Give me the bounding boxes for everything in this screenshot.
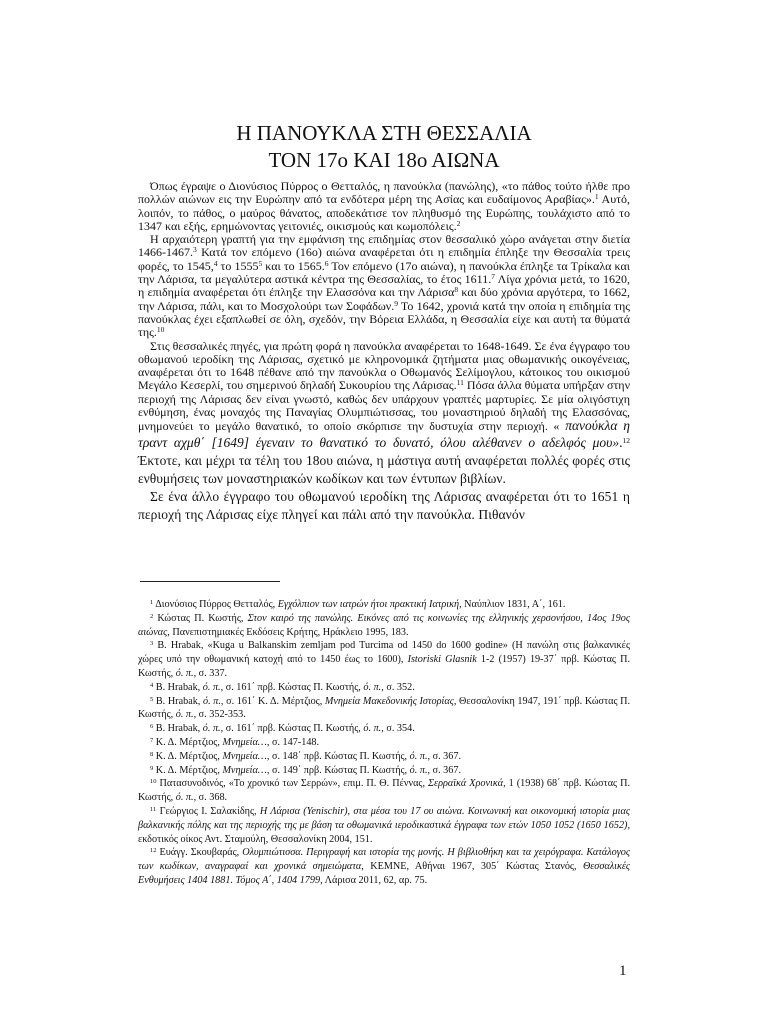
footnote-text: B. Hrabak,: [153, 695, 203, 707]
paragraph-3-text-d: Έκτοτε, και μέχρι τα τέλη του 18ου αιώνα, η μάστιγα αυτή αναφέρεται πολλές φορές στις ενθυμήσεις των μοναστηριακών κωδίκων και των έντυπων βιβλίων.: [138, 452, 630, 486]
page-number: 1: [619, 963, 627, 979]
paragraph-2-text-h: Το 1642, χρονιά κατά την οποία η επιδημία της πανούκλας έχει εξαπλωθεί σε όλη, σχεδόν, την Βόρεια Ελλάδα, η Θεσσαλία είχε και αυτή τα θύματά της.: [138, 298, 630, 340]
paragraph-2-text-g: και δύο χρόνια αργότερα, το 1662, την Λάρισα, πάλι, και το Μοσχολούρι των Σοφάδων.: [138, 285, 630, 313]
footnote-italic: Στον καιρό της πανώλης. Εικόνες από τις κοινωνίες της ελληνικής χερσονήσου, 14ος 19ος αιώνας: [138, 612, 630, 638]
footnote-text: Κ. Δ. Μέρτζιος,: [153, 750, 223, 762]
footnote-italic: ό. π.: [175, 667, 194, 679]
paragraph-2-text-d: και το 1565.: [262, 258, 325, 273]
paragraph-1: [138, 180, 630, 233]
footnote-2: [138, 612, 630, 640]
paragraph-3-text-c: .: [619, 434, 623, 450]
footnote-text: , Θεσσαλονίκη 1947, 191΄ πρβ. Κώστας Π. Κωστής,: [138, 695, 631, 721]
footnote-italic: ό. π.: [202, 723, 221, 735]
footnote-text: 1-2 (1957) 19-37΄ πρβ. Κώστας Π. Κωστής,: [138, 654, 631, 679]
footnote-text: B. Hrabak, «Kuga u Balkanskim zemljam pod Turcima od 1450 do 1600 godine» (Η πανώλη στις βαλκανικές χώρες υπό την οθωμανική κατοχή από το 1450 έως το 1600),: [138, 640, 630, 666]
footnote-number: 2: [150, 612, 154, 620]
footnote-text: Γεώργιος Ι. Σαλακίδης,: [156, 805, 260, 817]
body-text: [138, 180, 630, 524]
footnote-number: 12: [150, 847, 157, 855]
footnote-number: 10: [150, 778, 157, 786]
footnote-text: , σ. 368.: [193, 792, 228, 804]
footnote-italic: Ολυμπιώτισσα. Περιγραφή και ιστορία της μονής. Η βιβλιοθήκη και τα χειρόγραφα. Κατάλογος των κωδίκων, αναγραφαί και χρονικά σημειώματα: [138, 847, 630, 873]
footnote-italic: Μνημεία Μακεδονικής Ιστορίας: [324, 695, 454, 707]
footnote-number: 5: [150, 695, 154, 703]
footnote-italic: ό. π.: [409, 764, 428, 776]
footnote-italic: Μνημεία…: [222, 736, 267, 748]
paragraph-3-quote: πανούκλα η τραντ αχμθ΄ [1649] έγεναιν το θανατικό το δυνατό, όλου αλέθανεν ο αδελφός μου»: [138, 418, 630, 450]
paragraph-3-text-a: Στις θεσσαλικές πηγές, για πρώτη φορά η πανούκλα αναφέρεται το 1648-1649. Σε ένα έγγραφο του οθωμανού ιεροδίκη της Λάρισας, σχετικό με κληρονομικά ζητήματα μιας οθωμανικής οικογένειας, αναφέρεται ότι το 1648 πέθανε από την πανούκλα ο Οθωμανός Σελίμογλου, κάτοικος του οικισμού Μεγάλο Κεσερλί, του σημερινού δηλαδή Συκουρίου της Λάρισας.: [138, 338, 630, 393]
footnote-9: [138, 764, 630, 778]
footnote-text: , Λάρισα 2011, 62, αρ. 75.: [320, 874, 428, 886]
footnote-separator: [140, 581, 280, 582]
footnote-text: , σ. 354.: [381, 723, 415, 735]
footnote-text: , σ. 352.: [381, 681, 415, 693]
paragraph-2-text-b: Κατά τον επόμενο (16ο) αιώνα αναφέρεται ότι η επιδημία έπληξε την Θεσσαλία τρεις φορές, το 1545,: [138, 245, 630, 273]
footnote-text: , σ. 161΄ πρβ. Κώστας Π. Κωστής,: [220, 723, 364, 735]
footnote-ref-5: 5: [258, 258, 263, 268]
footnote-text: , εκδοτικός οίκος Αντ. Σταμούλη, Θεσσαλονίκη 2004, 151.: [138, 819, 630, 845]
footnote-11: [138, 805, 630, 846]
footnote-12: [138, 846, 630, 887]
footnote-italic: Σερραϊκά Χρονικά: [428, 778, 504, 790]
footnote-italic: Εγχόλπιον των ιατρών ήτοι πρακτική Ιατρική: [277, 599, 460, 610]
footnote-text: Ευάγγ. Σκουβαράς,: [156, 847, 243, 859]
footnote-italic: ό. π.: [363, 723, 382, 735]
paragraph-3-text-b: Πόσα άλλα θύματα υπήρξαν στην περιοχή της Λάρισας δεν είναι γνωστό, καθώς δεν υπάρχουν γραπτές μαρτυρίες. Σε μία ολιγόστιχη ενθύμηση, ένας μοναχός της Παναγίας Ολυμπιώτισσας, του μοναστηριού δηλαδή της Ελασσόνας, μνημονεύει το μεγάλο θανατικό, το οποίο σκόρπισε την δυστυχία στην περιοχή. «: [138, 378, 630, 434]
paragraph-2-text-c: το 1555: [217, 258, 259, 273]
paragraph-3: [138, 340, 630, 488]
footnote-italic: ό. π.: [202, 681, 221, 693]
footnote-text: , σ. 367.: [427, 764, 462, 776]
footnote-text: Κ. Δ. Μέρτζιος,: [153, 764, 223, 776]
footnote-text: , σ. 148΄ πρβ. Κώστας Π. Κωστής,: [266, 750, 410, 762]
paragraph-2-text-f: Λίγα χρόνια μετά, το 1620, η επιδημία αναφέρεται ότι έπληξε την Ελασσόνα και την Λάρισα: [138, 272, 630, 300]
footnote-10: [138, 777, 630, 805]
footnote-text: , σ. 161΄ πρβ. Κώστας Π. Κωστής,: [220, 681, 364, 693]
footnote-8: [138, 750, 630, 764]
footnote-italic: Μνημεία…: [222, 764, 267, 776]
footnote-italic: ό. π.: [175, 709, 194, 721]
footnote-italic: Istoriski Glasnik: [407, 654, 477, 666]
footnote-text: , σ. 337.: [193, 667, 228, 679]
footnote-italic: ό. π.: [409, 750, 428, 762]
footnote-text: B. Hrabak,: [153, 681, 203, 693]
footnote-text: , ΚΕΜΝΕ, Αθήναι 1967, 305΄ Κώστας Στανός,: [361, 861, 583, 873]
paragraph-1-text-b: Αυτό, λοιπόν, το πάθος, ο μαύρος θάνατος, αποδεκάτισε τον πληθυσμό της Ευρώπης, τουλάχιστο από το 1347 και εξής, ερημώνοντας γειτονιές, οικισμούς και κωμοπόλεις.: [138, 192, 630, 233]
footnote-7: [138, 736, 630, 750]
footnote-text: , σ. 367.: [427, 750, 462, 762]
footnote-italic: Θεσσαλικές Ενθυμήσεις 1404 1881. Τόμος Α΄, 1404 1799: [138, 861, 630, 886]
footnote-number: 3: [150, 640, 154, 648]
document-title: [0, 120, 768, 174]
paragraph-1-text-a: Όπως έγραψε ο Διονύσιος Πύρρος ο Θετταλός, η πανούκλα (πανώλης), «το πάθος τούτο ήλθε προ πολλών αιώνων εις την Ευρώπην από τα ενδότερα μέρη της Ασίας και ευδαίμονος Αραβίας».: [138, 179, 630, 207]
title-line-1: Η ΠΑΝΟΥΚΛΑ ΣΤΗ ΘΕΣΣΑΛΙΑ: [236, 121, 532, 145]
paragraph-2-text-e: Τον επόμενο (17ο αιώνα), η πανούκλα έπληξε τα Τρίκαλα και την Λάρισα, τα μεγαλύτερα αστικά κέντρα της Θεσσαλίας, το έτος 1611.: [138, 258, 630, 287]
footnote-text: , σ. 161΄ Κ. Δ. Μέρτζιος,: [220, 695, 325, 707]
footnote-text: Πατασυνοδινός, «Το χρονικό των Σερρών», επιμ. Π. Θ. Πέννας,: [156, 778, 428, 790]
footnote-italic: ό. π.: [175, 792, 194, 804]
paragraph-2-text-a: Η αρχαιότερη γραπτή για την εμφάνιση της επιδημίας στον θεσσαλικό χώρο ανάγεται στην διετία 1466-1467.: [138, 232, 630, 260]
footnote-ref-9: 9: [394, 298, 398, 308]
footnote-number: 11: [150, 805, 157, 813]
footnote-ref-3: 3: [193, 245, 197, 255]
footnote-text: , σ. 352-353.: [193, 709, 246, 721]
footnote-number: 4: [150, 681, 154, 689]
footnote-6: [138, 722, 630, 736]
footnote-ref-10: 10: [156, 325, 165, 335]
footnote-text: , Ναύπλιον 1831, Α΄, 161.: [459, 599, 566, 610]
footnotes: [138, 598, 630, 888]
paragraph-2: [138, 233, 630, 339]
footnote-ref-8: 8: [454, 285, 459, 295]
title-line-2: ΤΟΝ 17ο ΚΑΙ 18ο ΑΙΩΝΑ: [268, 148, 500, 172]
footnote-text: , σ. 149΄ πρβ. Κώστας Π. Κωστής,: [266, 764, 410, 776]
footnote-number: 8: [150, 750, 154, 758]
footnote-text: , Πανεπιστημιακές Εκδόσεις Κρήτης, Ηράκλειο 1995, 183.: [167, 626, 409, 638]
footnote-italic: Η Λάρισα (Yenischir), στα μέσα του 17 ου αιώνα. Κοινωνική και οικονομική ιστορία μιας βαλκανικής πόλης και της περιοχής της με βάση τα οθωμανικά ιεροδικαστικά έγγραφα των ετών 1050 1052 (1650 1652): [138, 805, 630, 831]
footnote-ref-6: 6: [324, 258, 329, 268]
footnote-text: Κ. Δ. Μέρτζιος,: [153, 736, 223, 748]
footnote-text: , 1 (1938) 68΄ πρβ. Κώστας Π. Κωστής,: [138, 778, 631, 804]
footnote-ref-12: 12: [622, 435, 630, 445]
footnote-1: [138, 598, 630, 612]
footnote-text: Κώστας Π. Κωστής,: [153, 612, 248, 624]
footnote-italic: ό. π.: [363, 681, 382, 693]
footnote-ref-4: 4: [213, 258, 218, 268]
footnote-italic: ό. π.: [202, 695, 221, 707]
footnote-3: [138, 639, 630, 680]
footnote-text: B. Hrabak,: [153, 723, 203, 735]
footnote-5: [138, 695, 630, 723]
footnote-ref-11: 11: [456, 378, 464, 388]
footnote-number: 1: [150, 599, 154, 606]
footnote-ref-2: 2: [456, 218, 461, 228]
paragraph-4: Σε ένα άλλο έγγραφο του οθωμανού ιεροδίκη της Λάρισας αναφέρεται ότι το 1651 η περιοχή της Λάρισας είχε πληγεί και πάλι από την πανούκλα. Πιθανόν: [138, 488, 630, 522]
footnote-number: 9: [150, 764, 154, 772]
footnote-italic: Μνημεία…: [222, 750, 267, 762]
footnote-number: 7: [150, 736, 154, 744]
footnote-text: , σ. 147-148.: [266, 736, 320, 748]
footnote-number: 6: [150, 723, 154, 731]
footnote-ref-1: 1: [594, 192, 599, 202]
footnote-text: Διονύσιος Πύρρος Θετταλός,: [153, 599, 278, 610]
footnote-4: [138, 681, 630, 695]
footnote-ref-7: 7: [491, 272, 495, 282]
